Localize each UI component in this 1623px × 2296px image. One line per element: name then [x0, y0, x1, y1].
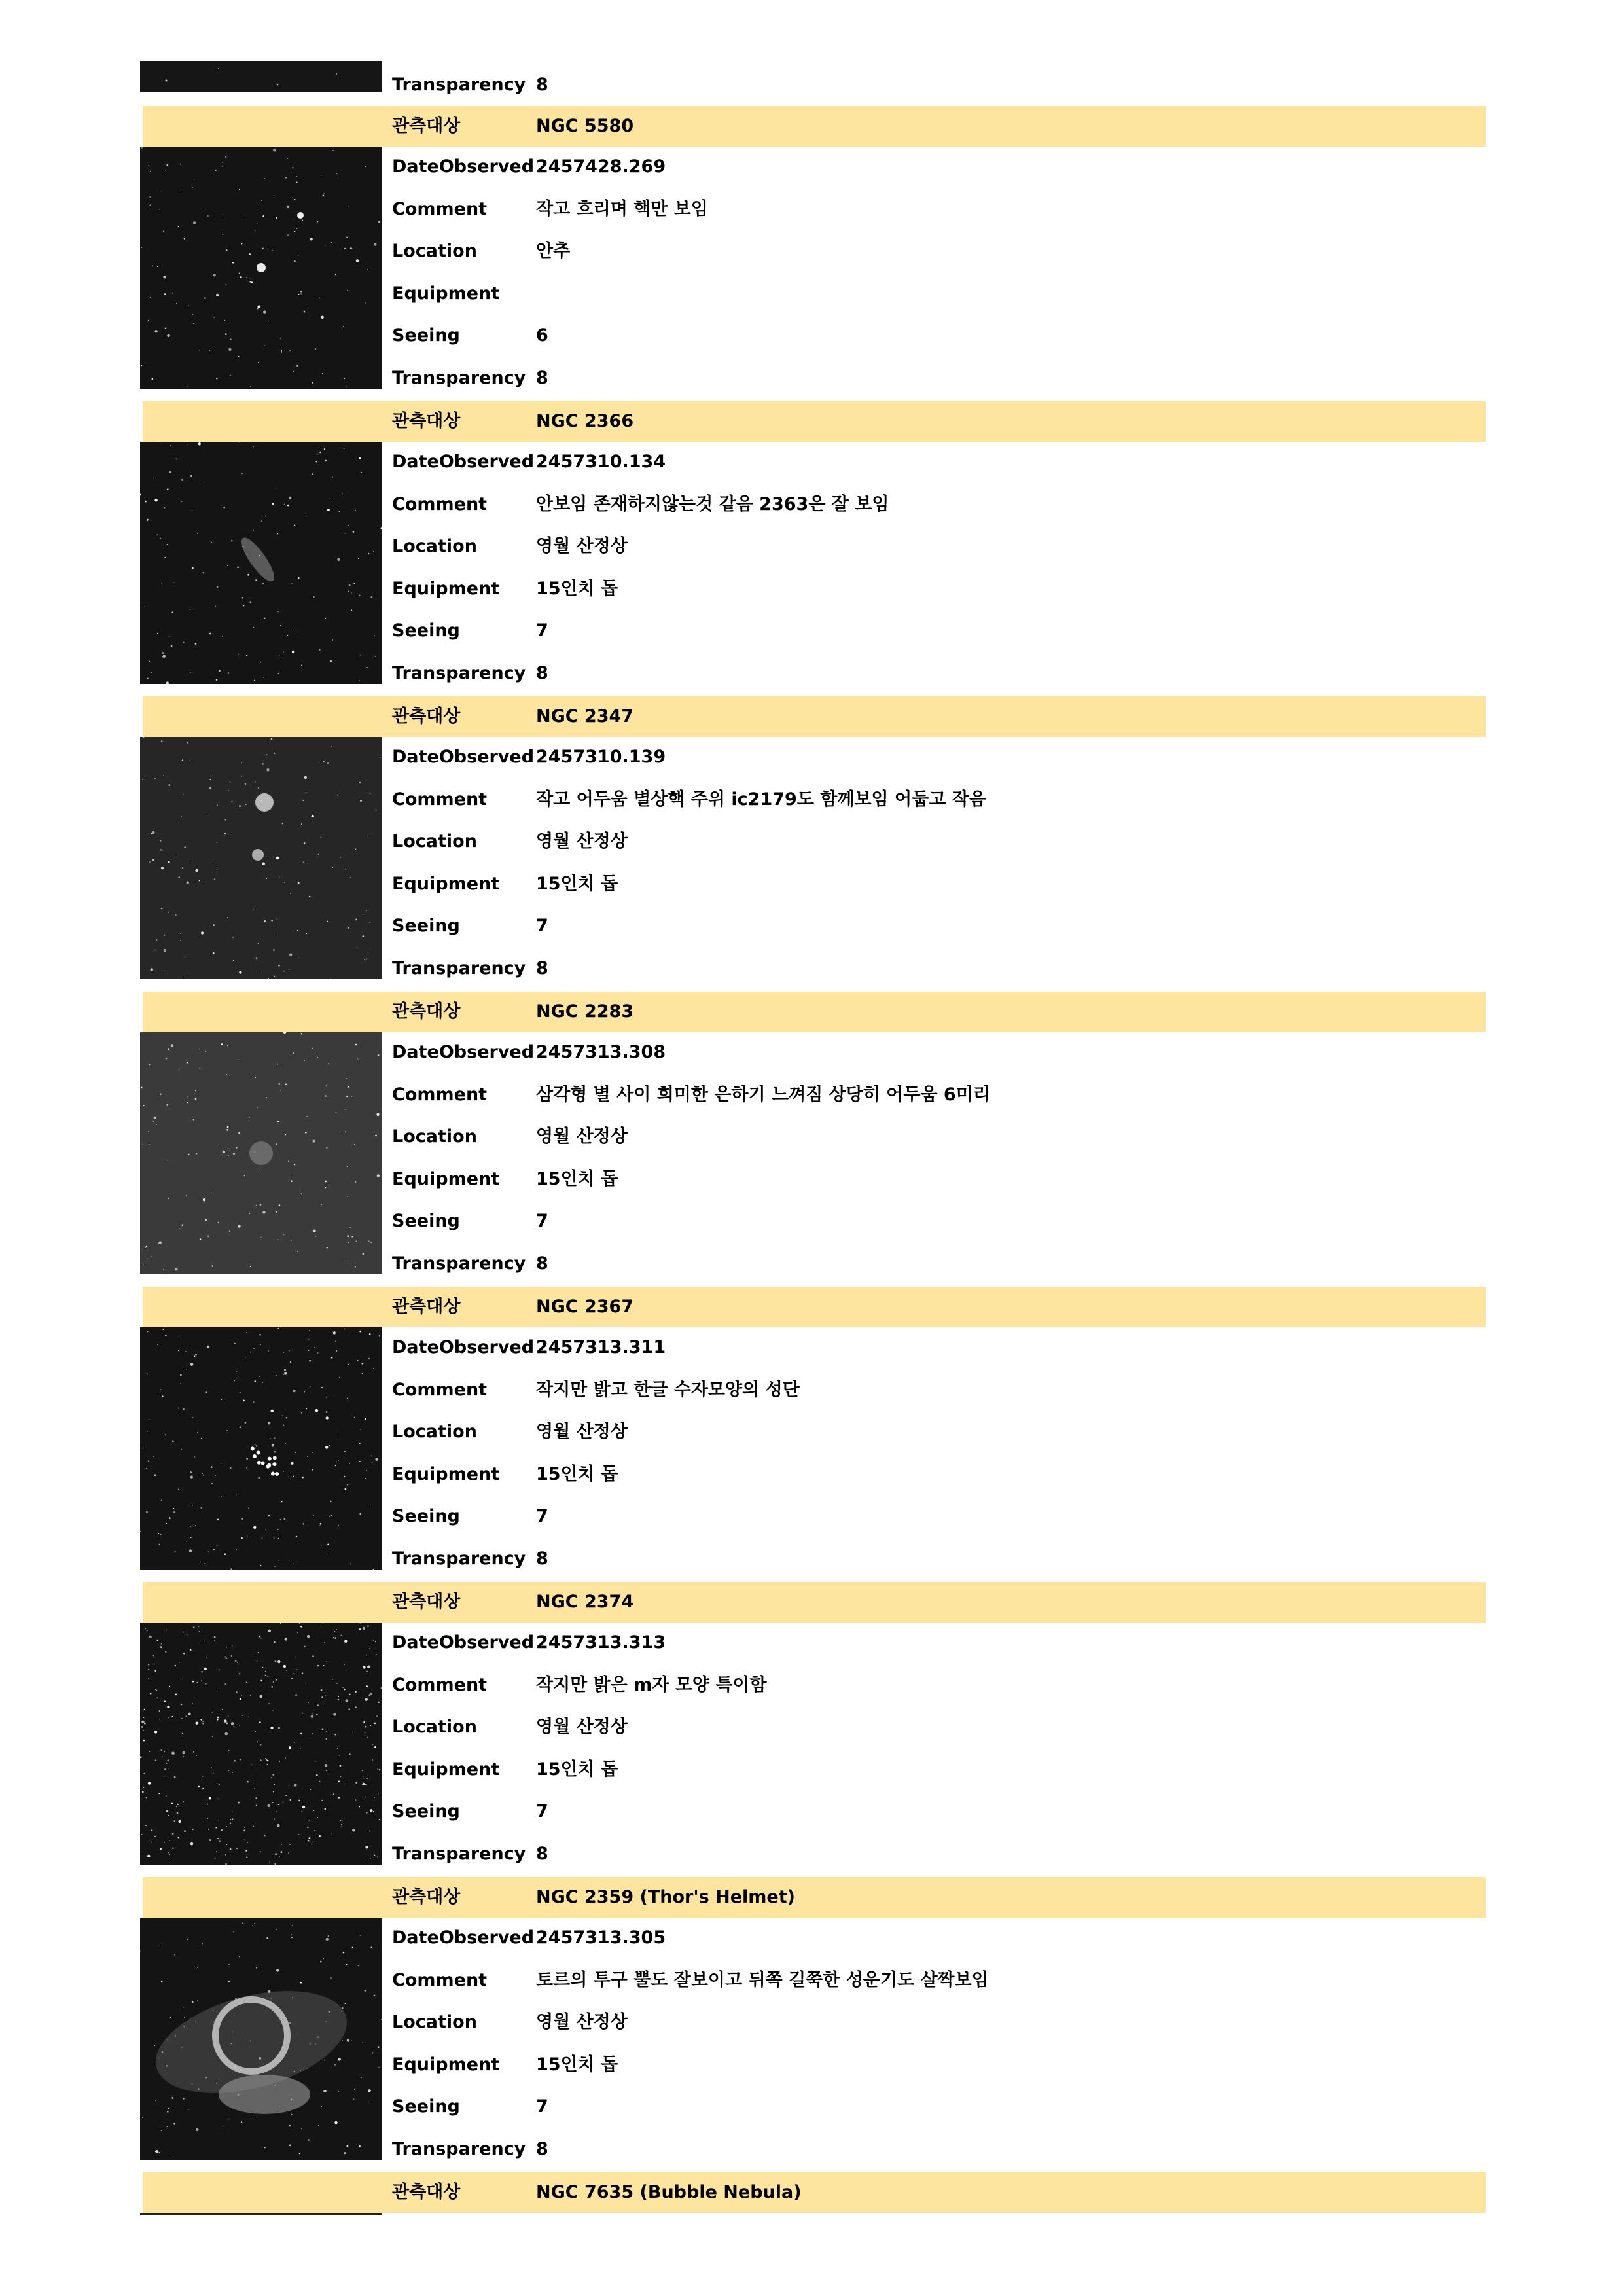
field-label-equipment: Equipment — [392, 1759, 500, 1780]
field-label-equipment: Equipment — [392, 873, 500, 894]
field-value-location: 영월 산정상 — [536, 1126, 628, 1147]
entry-header-bar — [143, 992, 1486, 1032]
observation-image — [140, 737, 382, 979]
field-value-dateobserved: 2457310.139 — [536, 747, 666, 767]
field-label-comment: Comment — [392, 1084, 488, 1105]
entry-header-bar — [143, 1582, 1486, 1623]
entry-header-bar — [143, 401, 1486, 442]
field-value-location: 영월 산정상 — [536, 1717, 628, 1737]
observation-target-label: 관측대상 — [392, 116, 461, 136]
field-value-dateobserved: 2457313.305 — [536, 1928, 666, 1948]
observation-entry — [0, 106, 1623, 401]
transparency-label: Transparency — [392, 75, 526, 95]
observation-target-label: 관측대상 — [392, 706, 461, 726]
entry-header-bar — [143, 1877, 1486, 1918]
field-label-seeing: Seeing — [392, 1506, 460, 1526]
field-value-location: 영월 산정상 — [536, 1422, 628, 1442]
transparency-value: 8 — [536, 75, 548, 95]
starfield-image — [140, 1032, 382, 1274]
observation-target-value: NGC 2374 — [536, 1592, 634, 1612]
field-label-seeing: Seeing — [392, 620, 460, 641]
field-value-seeing: 7 — [536, 1506, 548, 1526]
field-value-location: 영월 산정상 — [536, 831, 628, 852]
field-value-seeing: 7 — [536, 2096, 548, 2117]
field-label-comment: Comment — [392, 1969, 488, 1990]
observation-target-label: 관측대상 — [392, 1297, 461, 1317]
observation-target-value: NGC 5580 — [536, 116, 634, 136]
observation-entry — [0, 992, 1623, 1287]
field-label-location: Location — [392, 1717, 477, 1737]
observation-target-value: NGC 2366 — [536, 411, 634, 431]
field-value-seeing: 7 — [536, 1801, 548, 1821]
field-value-equipment: 15인치 돕 — [536, 1463, 618, 1484]
field-value-comment: 작지만 밝고 한글 수자모양의 성단 — [536, 1379, 800, 1400]
field-value-equipment: 15인치 돕 — [536, 1168, 618, 1189]
entry-header-bar — [143, 1287, 1486, 1327]
field-label-transparency: Transparency — [392, 1843, 526, 1864]
field-label-comment: Comment — [392, 1379, 488, 1400]
starfield-image — [140, 737, 382, 979]
field-label-comment: Comment — [392, 198, 488, 219]
observation-entry — [0, 696, 1623, 992]
observation-target-value: NGC 7635 (Bubble Nebula) — [536, 2182, 802, 2202]
observation-image — [140, 147, 382, 389]
field-value-comment: 작지만 밝은 m자 모양 특이함 — [536, 1674, 767, 1695]
field-label-dateobserved: DateObserved — [392, 452, 535, 472]
observation-target-value: NGC 2359 (Thor's Helmet) — [536, 1887, 795, 1907]
field-label-dateobserved: DateObserved — [392, 1337, 535, 1357]
field-label-seeing: Seeing — [392, 916, 460, 936]
entry-header-bar — [143, 106, 1486, 147]
field-value-comment: 삼각형 별 사이 희미한 은하기 느껴짐 상당히 어두움 6미리 — [536, 1084, 990, 1105]
field-label-equipment: Equipment — [392, 1168, 500, 1189]
observation-target-label: 관측대상 — [392, 2182, 461, 2202]
field-label-dateobserved: DateObserved — [392, 747, 535, 767]
field-label-equipment: Equipment — [392, 2054, 500, 2075]
observation-image — [140, 1623, 382, 1865]
field-label-seeing: Seeing — [392, 1801, 460, 1821]
field-label-location: Location — [392, 831, 477, 852]
observation-image — [140, 442, 382, 684]
field-value-dateobserved: 2457428.269 — [536, 156, 666, 177]
field-value-equipment: 15인치 돕 — [536, 2054, 618, 2075]
field-value-dateobserved: 2457313.313 — [536, 1632, 666, 1653]
field-value-location: 영월 산정상 — [536, 536, 628, 556]
field-value-dateobserved: 2457313.308 — [536, 1042, 666, 1062]
field-label-dateobserved: DateObserved — [392, 1042, 535, 1062]
field-value-seeing: 7 — [536, 620, 548, 641]
observation-target-value: NGC 2367 — [536, 1297, 634, 1317]
field-value-seeing: 7 — [536, 916, 548, 936]
observation-image — [140, 1032, 382, 1274]
observation-target-label: 관측대상 — [392, 1001, 461, 1022]
field-label-transparency: Transparency — [392, 367, 526, 388]
observation-entry — [0, 401, 1623, 696]
field-label-equipment: Equipment — [392, 578, 500, 599]
field-label-transparency: Transparency — [392, 2138, 526, 2159]
field-label-location: Location — [392, 536, 477, 556]
field-label-transparency: Transparency — [392, 958, 526, 978]
observation-entry — [0, 1287, 1623, 1582]
field-label-location: Location — [392, 1126, 477, 1147]
field-label-transparency: Transparency — [392, 1253, 526, 1274]
field-label-transparency: Transparency — [392, 1548, 526, 1569]
field-value-seeing: 7 — [536, 1211, 548, 1231]
field-value-location: 안추 — [536, 241, 571, 261]
field-label-seeing: Seeing — [392, 2096, 460, 2117]
field-value-comment: 작고 어두움 별상핵 주위 ic2179도 함께보임 어둡고 작음 — [536, 789, 986, 810]
partial-image-bottom — [140, 2213, 382, 2215]
field-label-equipment: Equipment — [392, 283, 500, 304]
field-value-location: 영월 산정상 — [536, 2012, 628, 2032]
starfield-image — [140, 1918, 382, 2160]
field-label-comment: Comment — [392, 789, 488, 810]
field-label-comment: Comment — [392, 493, 488, 514]
field-value-equipment: 15인치 돕 — [536, 873, 618, 894]
field-label-location: Location — [392, 241, 477, 261]
field-value-transparency: 8 — [536, 1253, 548, 1274]
field-value-equipment: 15인치 돕 — [536, 578, 618, 599]
observation-image — [140, 1327, 382, 1570]
field-value-equipment: 15인치 돕 — [536, 1759, 618, 1780]
field-value-comment: 안보임 존재하지않는것 같음 2363은 잘 보임 — [536, 493, 889, 514]
starfield-image — [140, 61, 382, 92]
starfield-image — [140, 1327, 382, 1570]
entry-header-bar — [143, 696, 1486, 737]
starfield-image — [140, 1623, 382, 1865]
field-label-seeing: Seeing — [392, 1211, 460, 1231]
field-label-location: Location — [392, 2012, 477, 2032]
observation-image — [140, 1918, 382, 2160]
field-value-dateobserved: 2457313.311 — [536, 1337, 666, 1357]
field-value-transparency: 8 — [536, 662, 548, 683]
field-label-transparency: Transparency — [392, 662, 526, 683]
observation-target-label: 관측대상 — [392, 1592, 461, 1612]
observation-target-label: 관측대상 — [392, 411, 461, 431]
field-label-location: Location — [392, 1422, 477, 1442]
field-value-dateobserved: 2457310.134 — [536, 452, 666, 472]
starfield-image — [140, 442, 382, 684]
field-label-dateobserved: DateObserved — [392, 1928, 535, 1948]
field-value-transparency: 8 — [536, 367, 548, 388]
observation-entry — [0, 1877, 1623, 2172]
observation-entry — [0, 1582, 1623, 1877]
partial-image-top — [140, 61, 382, 92]
field-value-seeing: 6 — [536, 325, 548, 346]
field-value-comment: 토르의 투구 뿔도 잘보이고 뒤쪽 길쭉한 성운기도 살짝보임 — [536, 1969, 989, 1990]
field-value-transparency: 8 — [536, 2138, 548, 2159]
field-label-seeing: Seeing — [392, 325, 460, 346]
field-label-comment: Comment — [392, 1674, 488, 1695]
observation-target-value: NGC 2347 — [536, 706, 634, 726]
entry-header-bar — [143, 2172, 1486, 2213]
field-label-equipment: Equipment — [392, 1463, 500, 1484]
field-value-transparency: 8 — [536, 958, 548, 978]
starfield-image — [140, 147, 382, 389]
field-value-transparency: 8 — [536, 1548, 548, 1569]
field-label-dateobserved: DateObserved — [392, 156, 535, 177]
observation-target-value: NGC 2283 — [536, 1001, 634, 1022]
field-value-transparency: 8 — [536, 1843, 548, 1864]
field-value-comment: 작고 흐리며 핵만 보임 — [536, 198, 708, 219]
observation-target-label: 관측대상 — [392, 1887, 461, 1907]
field-label-dateobserved: DateObserved — [392, 1632, 535, 1653]
